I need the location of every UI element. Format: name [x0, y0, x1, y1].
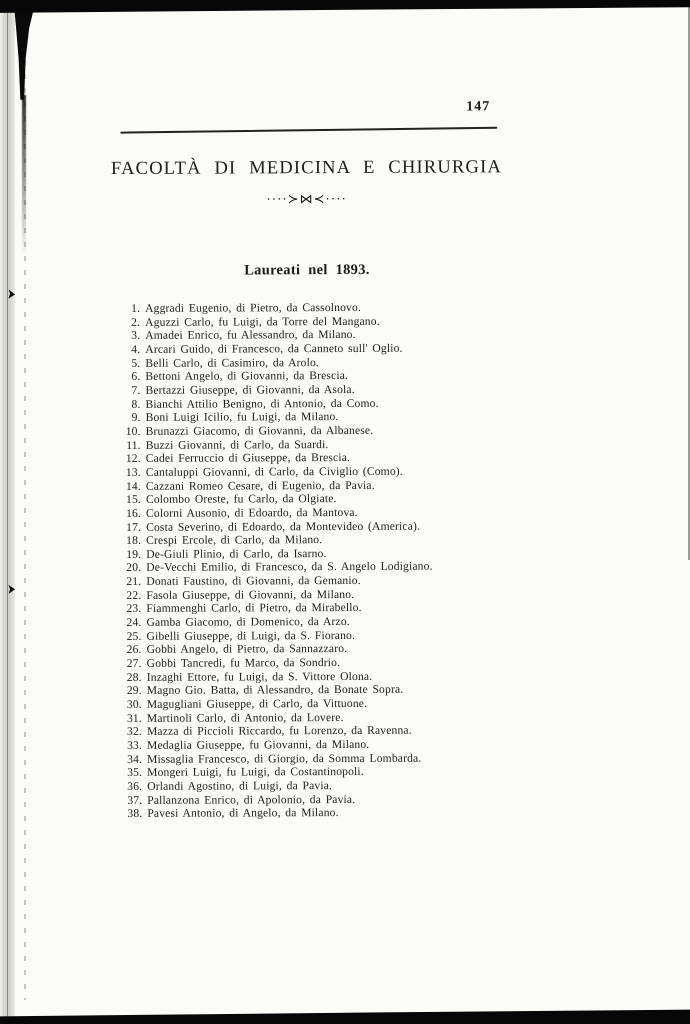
list-item-text: Pallanzona Enrico, di Apolonio, da Pavia.	[147, 792, 356, 807]
list-item-number: 10.	[125, 424, 141, 438]
list-item-number: 21.	[126, 575, 142, 589]
list-item-number: 12.	[125, 452, 141, 466]
list-item-text: Bianchi Attilio Benigno, di Antonio, da Como.	[145, 396, 379, 411]
list-item-text: Gobbi Angelo, di Pietro, da Sannazzaro.	[146, 642, 348, 657]
list-item-text: Donati Faustino, di Giovanni, da Gemanio.	[146, 574, 361, 588]
list-item-number: 1.	[131, 301, 141, 315]
list-item-number: 32.	[126, 725, 142, 739]
list-item-number: 20.	[126, 561, 142, 575]
list-item-text: Mongeri Luigi, fu Luigi, da Costantinopoli.	[147, 765, 364, 780]
list-item-number: 29.	[126, 684, 142, 698]
list-item-text: Crespi Ercole, di Carlo, da Milano.	[146, 533, 323, 548]
list-item-text: Gobbi Tancredi, fu Marco, da Sondrio.	[146, 656, 341, 670]
list-item-number: 18.	[126, 534, 142, 548]
binding-smudge-tail	[22, 95, 26, 255]
list-item-text: Buzzi Giovanni, di Carlo, da Suardi.	[145, 437, 329, 452]
list-item-number: 30.	[126, 697, 142, 711]
list-item-text: Mazza di Piccioli Riccardo, fu Lorenzo, da Ravenna.	[146, 724, 412, 739]
list-item-number: 27.	[126, 656, 142, 671]
list-item-text: Pavesi Antonio, di Angelo, da Milano.	[147, 806, 339, 821]
page-title: FACOLTÀ DI MEDICINA E CHIRURGIA	[110, 157, 503, 180]
list-item-text: Colorni Ausonio, di Edoardo, da Mantova.	[145, 505, 358, 520]
list-item-number: 19.	[126, 547, 142, 561]
list-item-text: Bertazzi Giuseppe, di Giovanni, da Asola.	[145, 382, 355, 397]
list-item-text: Costa Severino, di Edoardo, da Montevideo (America).	[146, 519, 421, 534]
list-item-text: Aggradi Eugenio, di Pietro, da Cassolnovo.	[145, 300, 362, 315]
list-item-text: Inzaghi Ettore, fu Luigi, da S. Vittore Olona.	[146, 669, 373, 684]
list-item-text: Missaglia Francesco, di Giorgio, da Somma Lombarda.	[147, 751, 422, 766]
list-item-text: Orlandi Agostino, di Luigi, da Pavia.	[147, 779, 333, 793]
list-item-number: 33.	[127, 738, 143, 752]
list-item-number: 36.	[127, 779, 143, 793]
list-item-number: 4.	[131, 342, 141, 356]
list-item-number: 17.	[126, 520, 142, 534]
page-number: 147	[466, 99, 491, 115]
list-item-text: Cantaluppi Giovanni, di Carlo, da Civiglio (Como).	[145, 464, 403, 479]
list-item-number: 26.	[126, 643, 142, 657]
page-content	[110, 157, 505, 821]
list-item-text: Gibelli Giuseppe, di Luigi, da S. Fiorano.	[146, 628, 356, 643]
list-item-text: De-Vecchi Emilio, di Francesco, da S. Angelo Lodigiano.	[146, 560, 433, 575]
list-item-number: 2.	[131, 315, 141, 329]
list-item-number: 28.	[126, 670, 142, 684]
list-item-text: Cazzani Romeo Cesare, di Eugenio, da Pavia.	[145, 478, 375, 493]
list-item-number: 9.	[131, 411, 141, 425]
binding-gutter-line	[7, 0, 8, 1024]
list-item-text: Gamba Giacomo, di Domenico, da Arzo.	[146, 615, 350, 629]
list-item-text: Belli Carlo, di Casimiro, da Arolo.	[145, 355, 319, 370]
list-item-number: 31.	[126, 711, 142, 725]
list-item-text: Arcari Guido, di Francesco, da Canneto sull' Oglio.	[145, 341, 403, 356]
ornament-divider-icon: ····≻⋈≺····	[266, 190, 347, 207]
list-item-number: 14.	[125, 479, 141, 493]
list-item-text: Magno Gio. Batta, di Alessandro, da Bonate Sopra.	[146, 683, 404, 698]
list-item-text: Colombo Oreste, fu Carlo, da Olgiate.	[145, 492, 337, 507]
list-item-number: 15.	[125, 493, 141, 507]
list-item-text: Aguzzi Carlo, fu Luigi, da Torre del Mangano.	[145, 314, 380, 329]
list-item-text: Magugliani Giuseppe, di Carlo, da Vittuone.	[146, 696, 368, 711]
list-item-number: 35.	[127, 766, 143, 780]
list-item-number: 7.	[131, 383, 141, 397]
list-item-number: 38.	[127, 807, 143, 821]
list-item-text: Brunazzi Giacomo, di Giovanni, da Albanese.	[145, 423, 374, 438]
list-item-text: Fasola Giuseppe, di Giovanni, da Milano.	[146, 587, 355, 602]
list-item-number: 11.	[126, 438, 141, 452]
list-item-number: 3.	[131, 329, 141, 343]
list-item-number: 34.	[127, 752, 143, 766]
list-item-text: Boni Luigi Icilio, fu Luigi, da Milano.	[145, 410, 339, 425]
graduates-list	[111, 300, 505, 821]
list-item-text: Martinoli Carlo, di Antonio, da Lovere.	[146, 710, 344, 725]
section-heading: Laureati nel 1893.	[244, 261, 370, 279]
list-item-number: 13.	[125, 465, 141, 479]
list-item-text: Cadei Ferruccio di Giuseppe, da Brescia.	[145, 451, 351, 466]
list-item-number: 22.	[126, 588, 142, 602]
list-item-text: Medaglia Giuseppe, fu Giovanni, da Milano.	[146, 737, 370, 752]
list-item-number: 24.	[126, 615, 142, 630]
list-item-number: 8.	[131, 397, 141, 411]
list-item-text: Amadei Enrico, fu Alessandro, da Milano.	[145, 328, 356, 343]
list-item-number: 23.	[126, 602, 142, 616]
list-item-number: 16.	[126, 506, 142, 520]
list-item	[113, 806, 505, 821]
header-rule	[120, 127, 497, 134]
list-item-text: Bettoni Angelo, di Giovanni, da Brescia.	[145, 369, 349, 384]
list-item-number: 37.	[127, 793, 143, 807]
list-item-text: Fiammenghi Carlo, di Pietro, da Mirabello.	[146, 601, 362, 616]
list-item-number: 6.	[131, 370, 141, 384]
list-item-number: 25.	[126, 629, 142, 643]
list-item-number: 5.	[131, 356, 141, 370]
list-item-text: De-Giuli Plinio, di Carlo, da Isarno.	[146, 546, 327, 561]
